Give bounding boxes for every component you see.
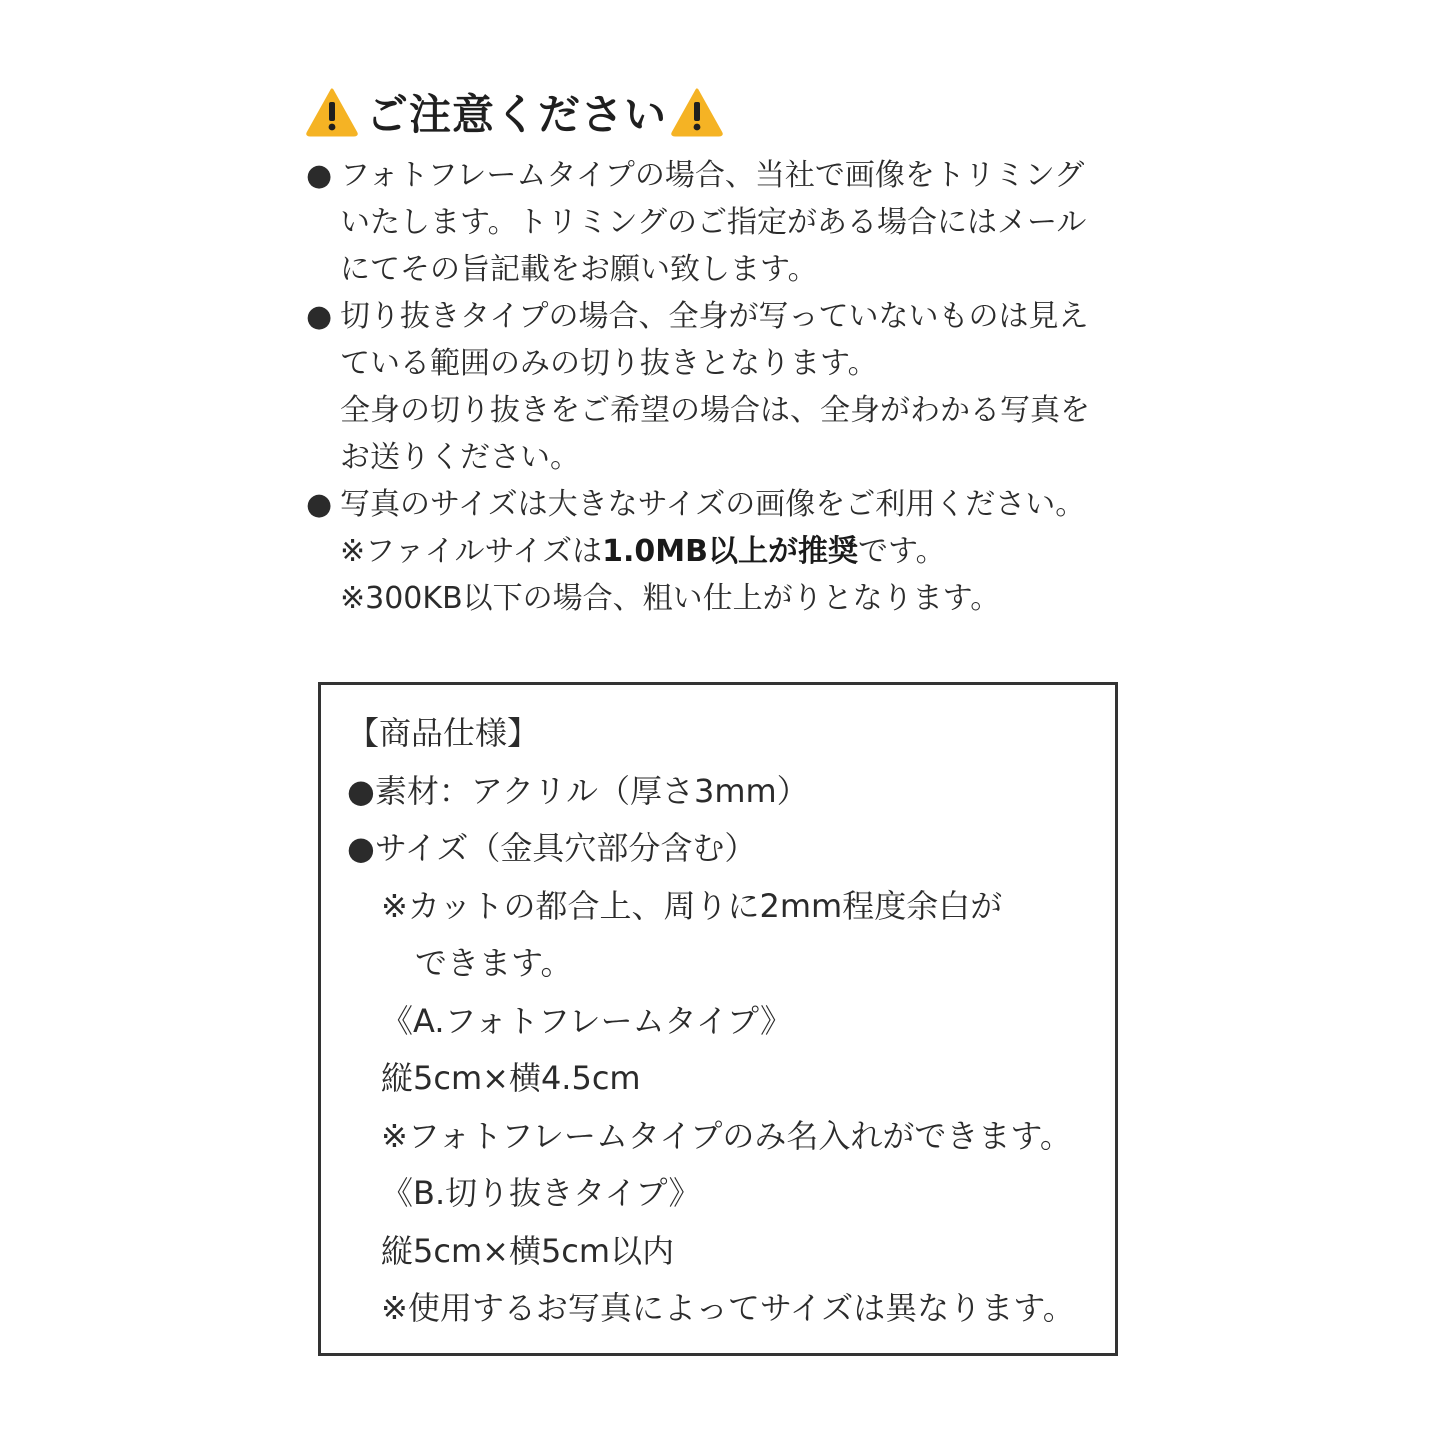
product-spec-box xyxy=(318,682,1118,1356)
caution-item-photo-size xyxy=(306,481,1136,622)
caution-section xyxy=(306,84,1136,622)
file-size-note-suffix: です。 xyxy=(858,534,946,569)
spec-size: ●サイズ（金具穴部分含む） xyxy=(347,829,757,867)
spec-type-a-note: ※フォトフレームタイプのみ名入れができます。 xyxy=(381,1116,1072,1155)
caution-text-line: お送りください。 xyxy=(340,440,580,475)
spec-type-a-heading: 《A.フォトフレームタイプ》 xyxy=(381,1001,793,1040)
caution-text-line: にてその旨記載をお願い致します。 xyxy=(340,252,818,287)
warning-icon xyxy=(306,87,358,137)
spec-type-a-size: 縦5cm×横4.5cm xyxy=(381,1059,641,1097)
spec-material: ●素材：アクリル（厚さ3mm） xyxy=(347,771,809,810)
spec-margin-note: ※カットの都合上、周りに2mm程度余白が xyxy=(381,886,1003,925)
caution-text-line: 切り抜きタイプの場合、全身が写っていないものは見え xyxy=(340,299,1089,334)
caution-text-line: フォトフレームタイプの場合、当社で画像をトリミング xyxy=(340,158,1085,193)
file-size-recommendation: 1.0MB以上が推奨 xyxy=(602,534,859,569)
caution-title xyxy=(306,84,1136,140)
bullet-dot: ● xyxy=(306,158,333,193)
spec-heading: 【商品仕様】 xyxy=(347,714,540,752)
low-resolution-note: ※300KB以下の場合、粗い仕上がりとなります。 xyxy=(340,581,1001,616)
file-size-note xyxy=(340,528,1136,575)
caution-list xyxy=(306,152,1136,622)
spec-type-b-size: 縦5cm×横5cm以内 xyxy=(381,1231,675,1270)
spec-margin-note-cont: できます。 xyxy=(415,944,573,982)
caution-text-line: 写真のサイズは大きなサイズの画像をご利用ください。 xyxy=(340,487,1086,522)
caution-text-line: 全身の切り抜きをご希望の場合は、全身がわかる写真を xyxy=(340,393,1090,428)
caution-item-trimming xyxy=(306,152,1136,293)
bullet-dot: ● xyxy=(306,487,333,522)
spec-type-b-heading: 《B.切り抜きタイプ》 xyxy=(381,1174,701,1212)
bullet-dot: ● xyxy=(306,299,333,334)
warning-icon xyxy=(671,87,723,137)
caution-text-line: ている範囲のみの切り抜きとなります。 xyxy=(340,346,878,381)
caution-title-text: ご注意ください xyxy=(366,90,668,139)
file-size-note-prefix: ※ファイルサイズは xyxy=(340,534,603,569)
caution-item-cutout xyxy=(306,293,1136,481)
spec-type-b-note: ※使用するお写真によってサイズは異なります。 xyxy=(381,1289,1075,1327)
caution-text-line: いたします。トリミングのご指定がある場合にはメール xyxy=(340,205,1087,240)
